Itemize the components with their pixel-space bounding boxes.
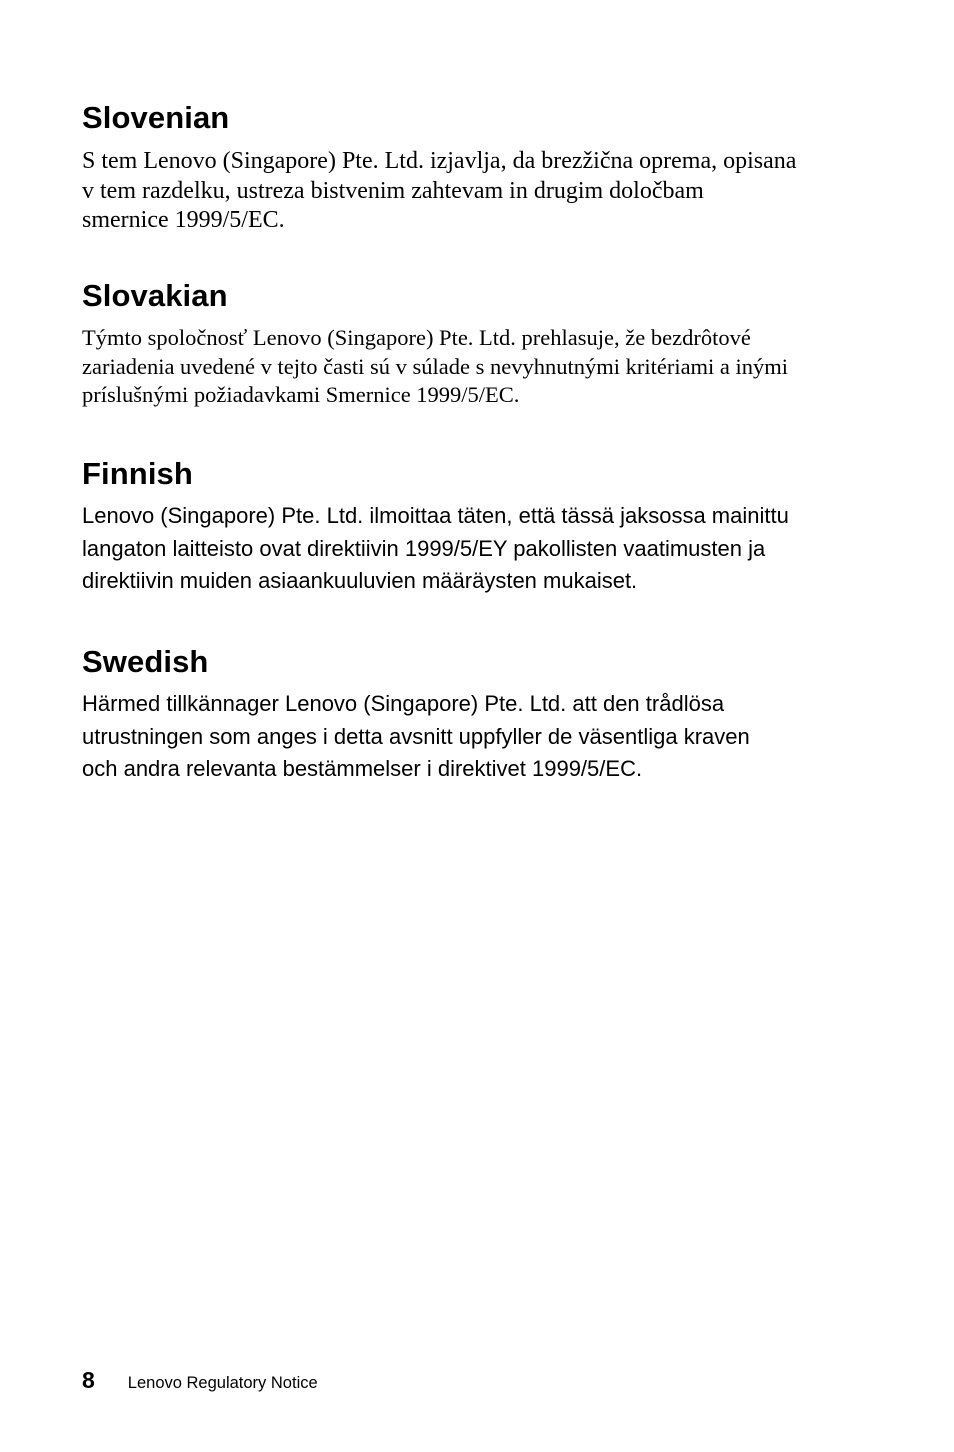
footer-title: Lenovo Regulatory Notice	[127, 1374, 318, 1392]
body-line: och andra relevanta bestämmelser i direktivet 1999/5/EC.	[82, 756, 643, 781]
body-line: Týmto spoločnosť Lenovo (Singapore) Pte. Ltd. prehlasuje, že bezdrôtové	[82, 325, 751, 350]
section-body	[82, 147, 872, 236]
body-line: Lenovo (Singapore) Pte. Ltd. ilmoittaa täten, että tässä jaksossa mainittu	[82, 503, 789, 528]
body-line: direktiivin muiden asiaankuuluvien määräysten mukaiset.	[82, 568, 638, 593]
page-number: 8	[82, 1367, 95, 1393]
body-line: langaton laitteisto ovat direktiivin 1999/5/EY pakollisten vaatimusten ja	[82, 535, 766, 561]
section-slovakian	[82, 278, 872, 410]
section-finnish	[82, 456, 872, 598]
body-line: v tem razdelku, ustreza bistvenim zahtevam in drugim določbam	[82, 177, 704, 204]
section-slovenian	[82, 100, 872, 236]
section-body	[82, 500, 872, 598]
body-line: S tem Lenovo (Singapore) Pte. Ltd. izjavlja, da brezžična oprema, opisana	[82, 148, 797, 174]
body-line: zariadenia uvedené v tejto časti sú v súlade s nevyhnutnými kritériami a inými	[82, 353, 789, 379]
page-footer	[82, 1367, 318, 1394]
section-body	[82, 324, 872, 410]
body-line: príslušnými požiadavkami Smernice 1999/5/EC.	[82, 382, 520, 407]
section-heading: Finnish	[82, 456, 193, 491]
section-heading: Slovakian	[82, 278, 228, 313]
section-heading: Slovenian	[82, 100, 230, 135]
section-heading: Swedish	[82, 644, 209, 679]
body-line: Härmed tillkännager Lenovo (Singapore) Pte. Ltd. att den trådlösa	[82, 691, 725, 716]
section-swedish	[82, 644, 872, 786]
body-line: utrustningen som anges i detta avsnitt uppfyller de väsentliga kraven	[82, 723, 750, 749]
body-line: smernice 1999/5/EC.	[82, 207, 285, 233]
section-body	[82, 688, 872, 786]
